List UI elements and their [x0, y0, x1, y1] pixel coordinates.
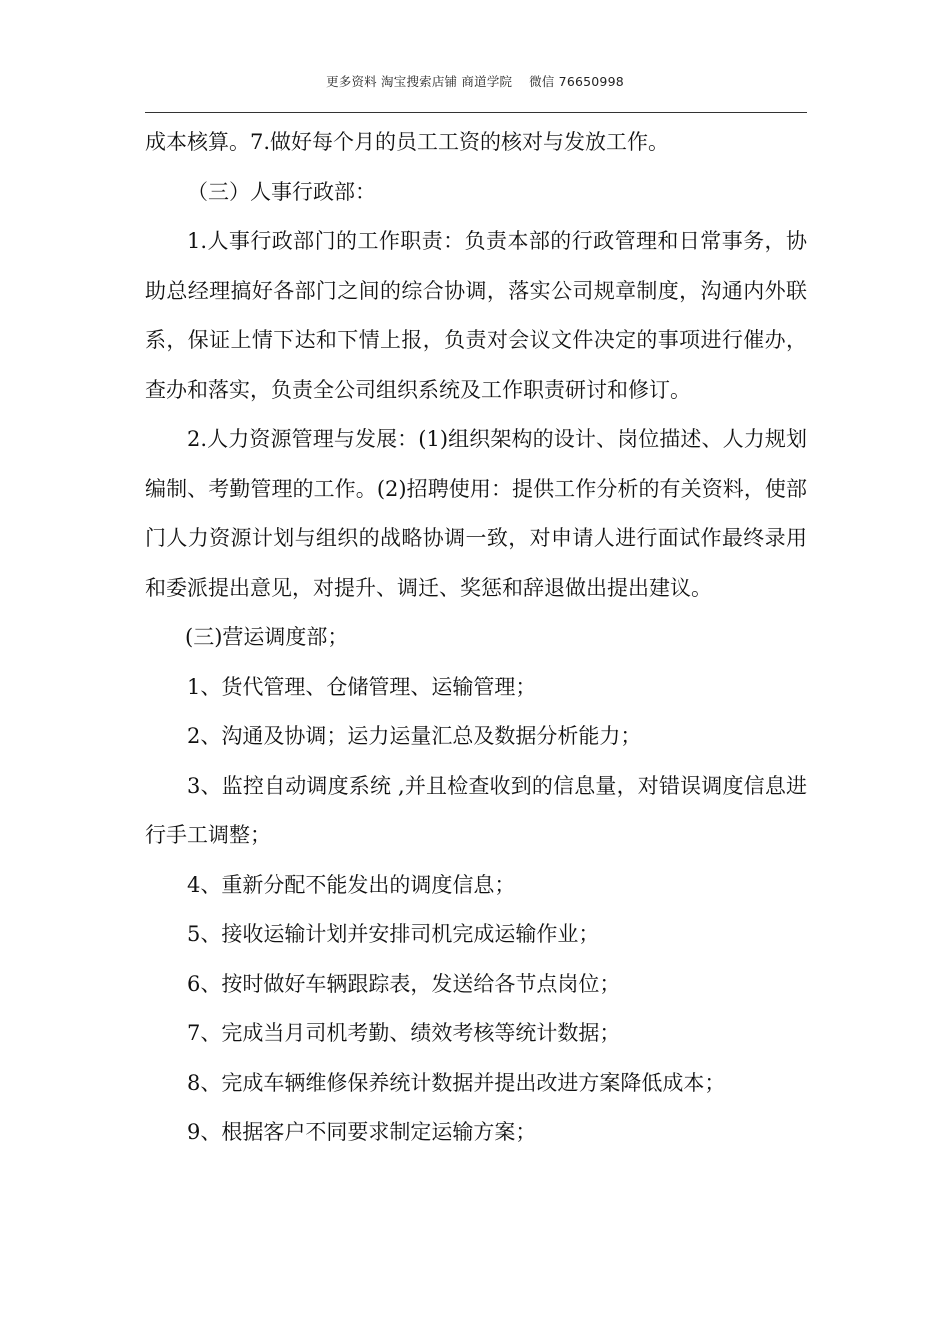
list-item: 3、监控自动调度系统 ,并且检查收到的信息量，对错误调度信息进行手工调整； — [145, 773, 807, 847]
list-item: 9、根据客户不同要求制定运输方案； — [187, 1120, 537, 1144]
list-item: 8、完成车辆维修保养统计数据并提出改进方案降低成本； — [187, 1070, 726, 1095]
page-header: 更多资料 淘宝搜索店铺 商道学院 微信 76650998 — [326, 74, 624, 89]
list-item: 6、按时做好车辆跟踪表，发送给各节点岗位； — [187, 971, 621, 996]
paragraph-hr-management: 2.人力资源管理与发展：(1)组织架构的设计、岗位描述、人力规划编制、考勤管理的工作。(2)招聘使用：提供工作分析的有关资料，使部门人力资源计划与组织的战略协调一致，对申请人进行面试作最终录用和委派提出意见，对提升、调迁、奖惩和辞退做出提出建议。 — [145, 427, 807, 600]
paragraph-hr-duties: 1.人事行政部门的工作职责：负责本部的行政管理和日常事务，协助总经理搞好各部门之间的综合协调，落实公司规章制度，沟通内外联系，保证上情下达和下情上报，负责对会议文件决定的事项进行催办，查办和落实，负责全公司组织系统及工作职责研讨和修订。 — [145, 229, 807, 402]
section-title-operations: (三)营运调度部； — [185, 625, 349, 649]
list-item: 7、完成当月司机考勤、绩效考核等统计数据； — [187, 1021, 621, 1045]
paragraph-cost-accounting: 成本核算。7.做好每个月的员工工资的核对与发放工作。 — [145, 130, 670, 154]
header-divider — [145, 112, 807, 113]
list-item: 1、货代管理、仓储管理、运输管理； — [187, 674, 537, 699]
section-title-hr-admin: （三）人事行政部： — [187, 179, 376, 204]
document-body — [145, 118, 807, 1158]
list-item: 5、接收运输计划并安排司机完成运输作业； — [187, 922, 600, 946]
list-item: 4、重新分配不能发出的调度信息； — [187, 872, 516, 897]
list-item: 2、沟通及协调；运力运量汇总及数据分析能力； — [187, 724, 642, 748]
